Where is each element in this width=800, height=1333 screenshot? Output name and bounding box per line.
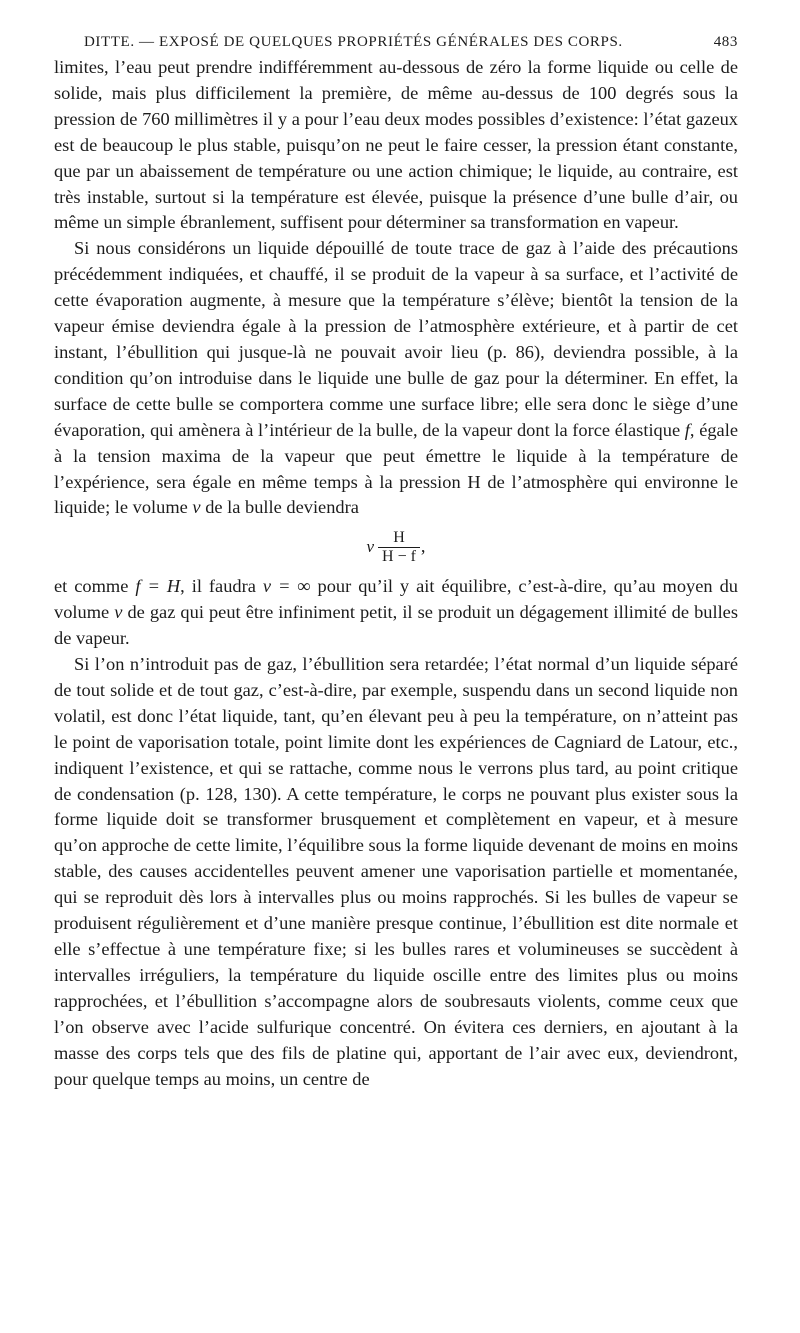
symbol-f: f (684, 419, 690, 440)
running-header (84, 34, 738, 51)
symbol-v: v (192, 497, 201, 518)
paragraph-2-text-b: , égale à la tension maxima de la vapeur que peut émettre le liquide à la température de l’expérience, sera égale en même temps à la pression H de l’atmosphère qui environne le liquide; le volume (54, 419, 738, 518)
paragraph-3-text-d: de gaz qui peut être infiniment petit, il se produit un dégagement illimité de bulles de vapeur. (54, 602, 738, 649)
formula-denominator: H − f (378, 547, 420, 566)
paragraph-2-text-c: de la bulle deviendra (200, 497, 359, 518)
paragraph-3-text-c: pour qu’il y ait équilibre, c’est-à-dire, qu’au moyen du volume (54, 576, 738, 623)
body-text (54, 55, 738, 1092)
formula-fraction (378, 529, 420, 566)
paragraph-4-text: Si l’on n’introduit pas de gaz, l’ébullition sera retardée; l’état normal d’un liquide séparé de tout solide et de tout gaz, c’est-à-dire, par exemple, suspendu dans un second liquide non volatil, est donc l’état liquide, tant, qu’en élevant peu à peu la température, on n’atteint pas le point de vaporisation totale, point limite dont les expériences de Cagniard de Latour, etc., indiquent l’existence, et qui se rattache, comme nous le verrons plus tard, au point critique de condensation (p. 128, 130). A cette température, le corps ne pouvant plus exister sous la forme liquide doit se transformer brusquement et complètement en vapeur, et à mesure qu’on approche de cette limite, l’équilibre sous la forme liquide devenant de moins en moins stable, des causes accidentelles peuvent amener une vaporisation partielle et momentanée, qui se reproduit dès lors à intervalles plus ou moins rapprochés. Si les bulles de vapeur se produisent régulièrement et d’une manière presque continue, l’ébullition est dite normale et elle s’effectue à une température fixe; si les bulles rares et volumineuses se succèdent à intervalles irréguliers, la température du liquide oscille entre des limites plus ou moins rapprochées, et l’ébullition s’accompagne alors de soubresauts violents, comme ceux que l’on observe avec l’acide sulfurique concentré. On évitera ces derniers, en ajoutant à la masse des corps tels que des fils de platine qui, apportant de l’air avec eux, deviendront, pour quelque temps au moins, un centre de (54, 654, 738, 1089)
paragraph-2-text-a: Si nous considérons un liquide dépouillé de toute trace de gaz à l’aide des précautions précédemment indiquées, et chauffé, il se produit de la vapeur à sa surface, et l’activité de cette évaporation augmente, à mesure que la température s’élève; bientôt la tension de la vapeur émise deviendra égale à la pression de l’atmosphère extérieure, et à partir de cet instant, l’ébullition qui jusque-là ne pouvait avoir lieu (p. 86), deviendra possible, à la condition qu’on introduise dans le liquide une bulle de gaz pour la déterminer. En effet, la surface de cette bulle se comportera comme une surface libre; elle sera donc le siège d’une évaporation, qui amènera à l’intérieur de la bulle, de la vapeur dont la force élastique (54, 238, 738, 440)
paragraph-3-text-a: et comme (54, 576, 136, 597)
condition-v-infinite: v = ∞ (262, 576, 311, 597)
formula-punctuation: , (420, 536, 426, 557)
paragraph-2 (54, 236, 738, 521)
condition-f-equals-h: f = H (135, 576, 181, 597)
document-page (54, 34, 738, 1092)
running-title: DITTE. — EXPOSÉ DE QUELQUES PROPRIÉTÉS GÉNÉRALES DES CORPS. (84, 34, 623, 50)
formula-numerator: H (393, 528, 405, 546)
symbol-v-2: v (114, 602, 123, 623)
paragraph-1-text: limites, l’eau peut prendre indifféremment au-dessous de zéro la forme liquide ou celle de solide, mais plus difficilement la première, de même au-dessus de 100 degrés sous la pression de 760 millimètres il y a pour l’eau deux modes possibles d’existence: l’état gazeux est de beaucoup le plus stable, puisqu’on ne peut le faire cesser, la pression étant constante, que par un abaissement de température ou une action chimique; le liquide, au contraire, est très instable, surtout si la température est élevée, puisque la présence d’une bulle d’air, ou même un simple ébranlement, suffisent pour déterminer sa transformation en vapeur. (54, 57, 738, 233)
paragraph-4 (54, 652, 738, 1092)
formula-bubble-volume (54, 522, 738, 572)
formula-variable: v (366, 537, 375, 557)
paragraph-1 (54, 55, 738, 236)
paragraph-3-text-b: , il faudra (180, 576, 263, 597)
paragraph-3 (54, 574, 738, 652)
page-number: 483 (713, 34, 738, 50)
